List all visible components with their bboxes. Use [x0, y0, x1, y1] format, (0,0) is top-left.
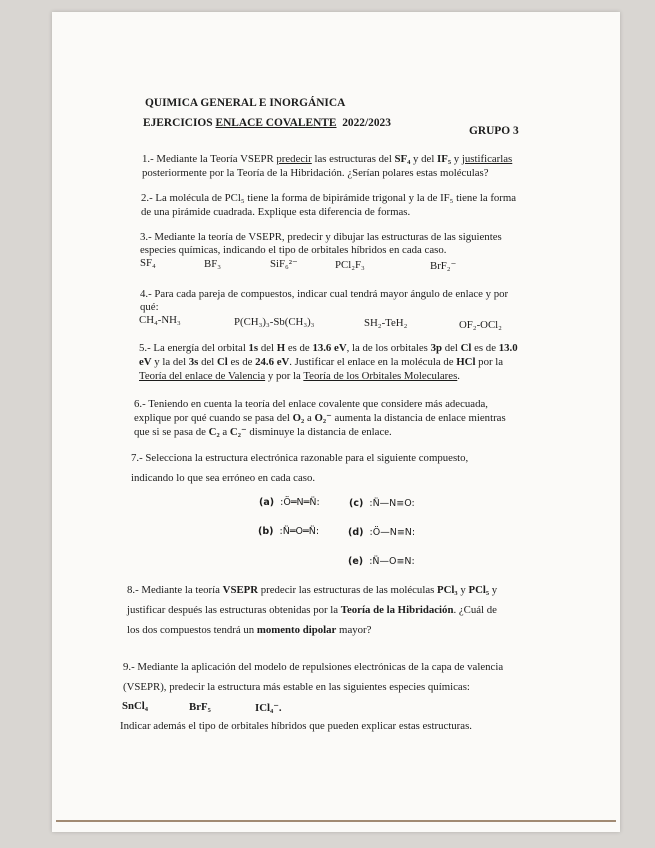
- q3-species-sf4: SF₄: [140, 257, 156, 269]
- q6-c2-anion: C₂⁻: [229, 426, 247, 438]
- q9-species-sncl4: SnCl₄: [122, 700, 149, 712]
- q7-option-c: [349, 498, 415, 509]
- q5-cl: Cl: [216, 356, 228, 368]
- q5-text: , la de los orbitales: [346, 342, 431, 354]
- course-title: QUIMICA GENERAL E INORGÁNICA: [145, 97, 346, 109]
- q4-line1: 4.- Para cada pareja de compuestos, indicar cual tendrá mayor ángulo de enlace y por: [140, 288, 509, 300]
- q1-text: 1.- Mediante la Teoría VSEPR: [142, 153, 277, 165]
- subtitle-prefix: EJERCICIOS: [143, 117, 216, 129]
- q6-line2: [134, 412, 506, 425]
- q5-energy-3: 24.6 eV: [255, 356, 290, 368]
- q5-1s: 1s: [248, 342, 259, 354]
- q5-text: del: [198, 356, 217, 368]
- q1-line2: posteriormente por la Teoría de la Hibridación. ¿Serían polares estas moléculas?: [142, 167, 489, 179]
- q7-option-a-label: (a): [259, 497, 275, 508]
- q8-hybridization-theory: Teoría de la Hibridación: [340, 604, 454, 616]
- q6-line3: [134, 426, 392, 439]
- q7-option-d-structure: :Ö—N≡N:: [369, 527, 416, 538]
- q9-line1: 9.- Mediante la aplicación del modelo de repulsiones electrónicas de la capa de valencia: [123, 661, 504, 673]
- q5-text: es de: [285, 342, 313, 354]
- q3-species-pcl2f3: PCl₂F₃: [335, 259, 365, 271]
- q7-option-e-label: (e): [348, 556, 364, 567]
- q6-text: disminuye la distancia de enlace.: [246, 426, 392, 438]
- q7-option-e: [348, 556, 415, 567]
- page-bottom-edge: [56, 820, 616, 822]
- q8-text: 8.- Mediante la teoría: [127, 584, 223, 596]
- q1-text: las estructuras del: [311, 153, 395, 165]
- q8-text: predecir las estructuras de las moléculas: [258, 584, 438, 596]
- q7-option-b-structure: :N̈═O═N̈:: [279, 526, 320, 537]
- q5-3p: 3p: [430, 342, 442, 354]
- group-label: GRUPO 3: [469, 125, 519, 137]
- q5-text: por la: [475, 356, 504, 368]
- q8-line2: [127, 604, 497, 617]
- q8-pcl3: PCl₃: [437, 584, 458, 596]
- q7-option-d: [348, 527, 415, 538]
- exercise-subtitle: [143, 117, 391, 130]
- q5-text: del: [442, 342, 461, 354]
- q5-text: y por la: [265, 370, 304, 382]
- q8-pcl5: PCl₅: [468, 584, 490, 596]
- q8-text: justificar después las estructuras obtenidas por la: [127, 604, 341, 616]
- q1-if5: IF₅: [437, 153, 452, 165]
- q1-text: y del: [410, 153, 438, 165]
- q6-text: aumenta la distancia de enlace mientras: [331, 412, 506, 424]
- q3-species-brf2: BrF₂⁻: [430, 260, 457, 272]
- q5-line2: [139, 356, 503, 369]
- q6-o2-anion: O₂⁻: [314, 412, 332, 424]
- q2-line1: 2.- La molécula de PCl₅ tiene la forma de bipirámide trigonal y la de IF₅ tiene la forma: [141, 192, 517, 204]
- q5-text: 5.- La energía del orbital: [139, 342, 249, 354]
- q5-text: es de: [227, 356, 256, 368]
- q4-pair-pch3: P(CH₃)₃-Sb(CH₃)₃: [234, 316, 315, 328]
- q6-c2: C₂: [208, 426, 220, 438]
- q5-valence-bond-theory: Teoría del enlace de Valencia: [139, 370, 266, 382]
- q8-text: los dos compuestos tendrá un: [127, 624, 257, 636]
- q6-text: explique por qué cuando se pasa del: [134, 412, 293, 424]
- q6-text: a: [304, 412, 315, 424]
- q3-line1: 3.- Mediante la teoría de VSEPR, predecir y dibujar las estructuras de las siguientes: [140, 231, 502, 243]
- q3-species-sif6: SiF₆²⁻: [270, 258, 298, 270]
- q1-predecir: predecir: [276, 153, 312, 165]
- subtitle-topic: ENLACE COVALENTE: [215, 117, 337, 129]
- q7-option-a: [259, 497, 320, 508]
- q5-line1: [139, 342, 518, 355]
- q5-energy-2: 13.0: [498, 342, 518, 354]
- q5-cl: Cl: [460, 342, 472, 354]
- document-page: [52, 12, 620, 832]
- q6-line1: 6.- Teniendo en cuenta la teoría del enlace covalente que considere más adecuada,: [134, 398, 488, 410]
- q8-vsepr: VSEPR: [222, 584, 259, 596]
- q9-species-brf5: BrF₅: [189, 701, 211, 713]
- q5-3s: 3s: [188, 356, 199, 368]
- q7-option-d-label: (d): [348, 527, 364, 538]
- q9-line2: (VSEPR), predecir la estructura más estable en las siguientes especies químicas:: [123, 681, 470, 693]
- q5-text: . Justificar el enlace en la molécula de: [289, 356, 457, 368]
- q7-option-c-label: (c): [349, 498, 364, 509]
- q8-line3: [127, 624, 371, 637]
- academic-year: 2022/2023: [342, 117, 391, 129]
- q8-text: . ¿Cuál de: [453, 604, 497, 616]
- q7-option-e-structure: :N̈—O≡N:: [369, 556, 415, 567]
- q7-line1: 7.- Selecciona la estructura electrónica razonable para el siguiente compuesto,: [131, 452, 469, 464]
- q6-text: a: [219, 426, 230, 438]
- q5-line3: [139, 370, 460, 383]
- q5-text: y la del: [151, 356, 189, 368]
- q3-species-bf3: BF₃: [204, 258, 221, 270]
- q9-species-icl4: ICl₄⁻.: [255, 702, 282, 714]
- q5-text: es de: [471, 342, 499, 354]
- q1-justificarlas: justificarlas: [461, 153, 513, 165]
- q5-ev: eV: [139, 356, 152, 368]
- q3-line2: especies químicas, indicando el tipo de orbitales híbridos en cada caso.: [140, 244, 447, 256]
- q8-line1: [127, 584, 497, 597]
- q5-mo-theory: Teoría de los Orbitales Moleculares: [303, 370, 458, 382]
- q8-text: y: [489, 584, 498, 596]
- q5-text: .: [457, 370, 460, 382]
- q8-text: y: [457, 584, 469, 596]
- q8-text: mayor?: [336, 624, 372, 636]
- q7-option-b: [258, 526, 319, 537]
- q7-option-c-structure: :N̈—N≡O:: [369, 498, 415, 509]
- q9-line4: Indicar además el tipo de orbitales híbridos que pueden explicar estas estructuras.: [120, 720, 472, 732]
- q1-line1: [142, 153, 512, 166]
- q7-line2: indicando lo que sea erróneo en cada caso.: [131, 472, 316, 484]
- q4-pair-sh2: SH₂-TeH₂: [364, 317, 408, 329]
- q4-pair-of2: OF₂-OCl₂: [459, 319, 502, 331]
- q7-option-a-structure: :Ö═N═N̈:: [280, 497, 320, 508]
- q1-sf4: SF₄: [394, 153, 411, 165]
- q6-o2: O₂: [292, 412, 305, 424]
- q6-text: que si se pasa de: [134, 426, 209, 438]
- q5-energy-1: 13.6 eV: [312, 342, 347, 354]
- q5-text: del: [258, 342, 277, 354]
- q8-dipole-moment: momento dipolar: [256, 624, 337, 636]
- q7-option-b-label: (b): [258, 526, 274, 537]
- q5-hcl: HCl: [456, 356, 476, 368]
- q4-line2: qué:: [140, 301, 159, 313]
- q1-text: y: [451, 153, 462, 165]
- q4-pair-ch4-nh3: CH₄-NH₃: [139, 314, 181, 326]
- q5-h: H: [276, 342, 286, 354]
- q2-line2: de una pirámide cuadrada. Explique esta diferencia de formas.: [141, 206, 411, 218]
